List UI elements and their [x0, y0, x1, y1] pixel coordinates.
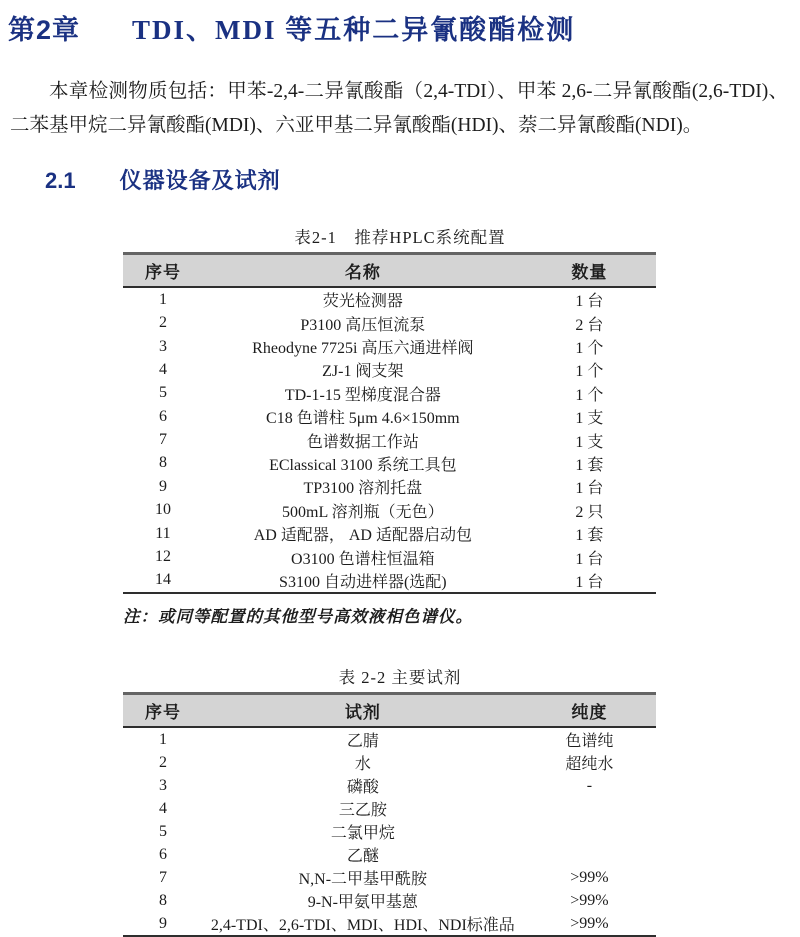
table-row [123, 797, 656, 820]
section-heading [45, 164, 800, 195]
table-cell: - [586, 776, 593, 794]
table-row [123, 335, 656, 358]
table-cell: O3100 色谱柱恒温箱 [291, 550, 435, 568]
table-cell: 二氯甲烷 [330, 825, 395, 843]
table-row [123, 522, 656, 545]
table-cell: P3100 高压恒流泵 [300, 316, 426, 334]
table-cell: 1 [158, 290, 167, 308]
table-row [123, 774, 656, 797]
table-row [123, 889, 656, 912]
table-row [123, 382, 656, 405]
table-cell: 11 [155, 524, 171, 542]
table-cell: 1 台 [575, 550, 604, 568]
table-cell: 2 [158, 314, 167, 332]
table-row [123, 843, 656, 866]
hplc-config-table [123, 252, 656, 594]
table-cell: 14 [154, 571, 171, 589]
table2-body [123, 727, 656, 936]
table-cell: 1 套 [575, 527, 604, 545]
table-cell: 3 [158, 776, 167, 794]
table-cell: 9 [158, 914, 167, 932]
column-header: 名称 [203, 254, 523, 288]
table-cell: 磷酸 [346, 779, 379, 797]
table-row [123, 569, 656, 593]
table-row [123, 751, 656, 774]
table-cell: 1 支 [575, 433, 604, 451]
table1-body [123, 287, 656, 593]
column-header: 序号 [123, 694, 203, 728]
table1-header [123, 254, 656, 288]
table-cell: 色谱纯 [565, 733, 614, 751]
table-cell: 5 [158, 384, 167, 402]
table-cell: 超纯水 [565, 756, 614, 774]
table-cell: 12 [154, 548, 171, 566]
header-row [123, 694, 656, 728]
table-row [123, 727, 656, 751]
table-cell: 7 [158, 431, 167, 449]
table-row [123, 311, 656, 334]
table-row [123, 475, 656, 498]
table-cell: 乙腈 [346, 733, 379, 751]
table-cell: 1 支 [575, 410, 604, 428]
table-cell: 7 [158, 868, 167, 886]
table-row [123, 428, 656, 451]
table-cell: 三乙胺 [338, 802, 387, 820]
table1-caption: 表2-1 推荐HPLC系统配置 [294, 228, 506, 248]
table-cell: 500mL 溶剂瓶（无色） [282, 503, 444, 521]
table2-header [123, 694, 656, 728]
table-cell: 2 台 [575, 316, 604, 334]
table-cell: 色谱数据工作站 [306, 433, 419, 451]
table-row [123, 912, 656, 936]
table-cell: 1 台 [575, 293, 604, 311]
table-cell: 2 只 [575, 503, 604, 521]
section-title: 仪器设备及试剂 [119, 168, 281, 194]
table-cell: 5 [158, 822, 167, 840]
table-cell: 1 个 [575, 363, 604, 381]
table-cell: 乙醚 [346, 848, 379, 866]
table-cell [523, 797, 656, 820]
header-row [123, 254, 656, 288]
column-header: 试剂 [203, 694, 523, 728]
table-cell: 荧光检测器 [322, 293, 403, 311]
reagents-table [123, 692, 656, 937]
table-row [123, 452, 656, 475]
table-cell: TP3100 溶剂托盘 [303, 480, 423, 498]
table-row [123, 866, 656, 889]
table-cell: 2,4-TDI、2,6-TDI、MDI、HDI、NDI标准品 [210, 917, 515, 935]
table-cell: 6 [158, 407, 167, 425]
table-cell: TD-1-15 型梯度混合器 [284, 386, 441, 404]
chapter-heading [0, 0, 800, 47]
table-cell: Rheodyne 7725i 高压六通进样阀 [252, 340, 474, 358]
table-cell: 1 台 [575, 573, 604, 591]
table-cell: 6 [158, 845, 167, 863]
table-cell: >99% [570, 891, 609, 909]
table-cell [523, 820, 656, 843]
table-row [123, 820, 656, 843]
table-cell: 水 [354, 756, 371, 774]
section-number: 2.1 [45, 168, 76, 194]
table-cell: 8 [158, 454, 167, 472]
table-cell: 9 [158, 477, 167, 495]
table-cell: 4 [158, 799, 167, 817]
table-cell: C18 色谱柱 5μm 4.6×150mm [266, 410, 460, 428]
table-row [123, 405, 656, 428]
table-row [123, 358, 656, 381]
table-cell: 10 [154, 501, 171, 519]
table-cell: 4 [158, 360, 167, 378]
intro-paragraph: 本章检测物质包括：甲苯-2,4-二异氰酸酯（2,4-TDI）、甲苯 2,6-二异氰酸酯(2,6-TDI)、二苯基甲烷二异氰酸酯(MDI)、六亚甲基二异氰酸酯(HDI)、萘二异氰酸酯(NDI)。 [10, 81, 788, 136]
table-row [123, 287, 656, 311]
table-cell: ZJ-1 阀支架 [322, 363, 404, 381]
chapter-title: TDI、MDI 等五种二异氰酸酯检测 [132, 15, 576, 45]
table-cell: 1 个 [575, 386, 604, 404]
column-header: 纯度 [523, 694, 656, 728]
table-cell: 9-N-甲氨甲基蒽 [307, 894, 418, 912]
chapter-number: 第2章 [8, 15, 81, 45]
column-header: 数量 [523, 254, 656, 288]
table-cell: 8 [158, 891, 167, 909]
column-header: 序号 [123, 254, 203, 288]
table-cell: >99% [570, 914, 609, 932]
table-row [123, 545, 656, 568]
table-row [123, 499, 656, 522]
table-cell: EClassical 3100 系统工具包 [269, 456, 457, 474]
table-cell: 1 [158, 730, 167, 748]
table-cell: 1 台 [575, 480, 604, 498]
table-cell: N,N-二甲基甲酰胺 [298, 871, 428, 889]
table-cell [523, 843, 656, 866]
table-cell: 2 [158, 753, 167, 771]
table-cell: 3 [158, 337, 167, 355]
table-cell: S3100 自动进样器(选配) [279, 573, 447, 591]
table-cell: 1 套 [575, 456, 604, 474]
table-cell: 1 个 [575, 340, 604, 358]
table1-note: 注：或同等配置的其他型号高效液相色谱仪。 [123, 607, 473, 627]
table-cell: >99% [570, 868, 609, 886]
table-cell: AD 适配器， AD 适配器启动包 [253, 527, 472, 545]
table2-caption: 表 2-2 主要试剂 [338, 668, 462, 688]
